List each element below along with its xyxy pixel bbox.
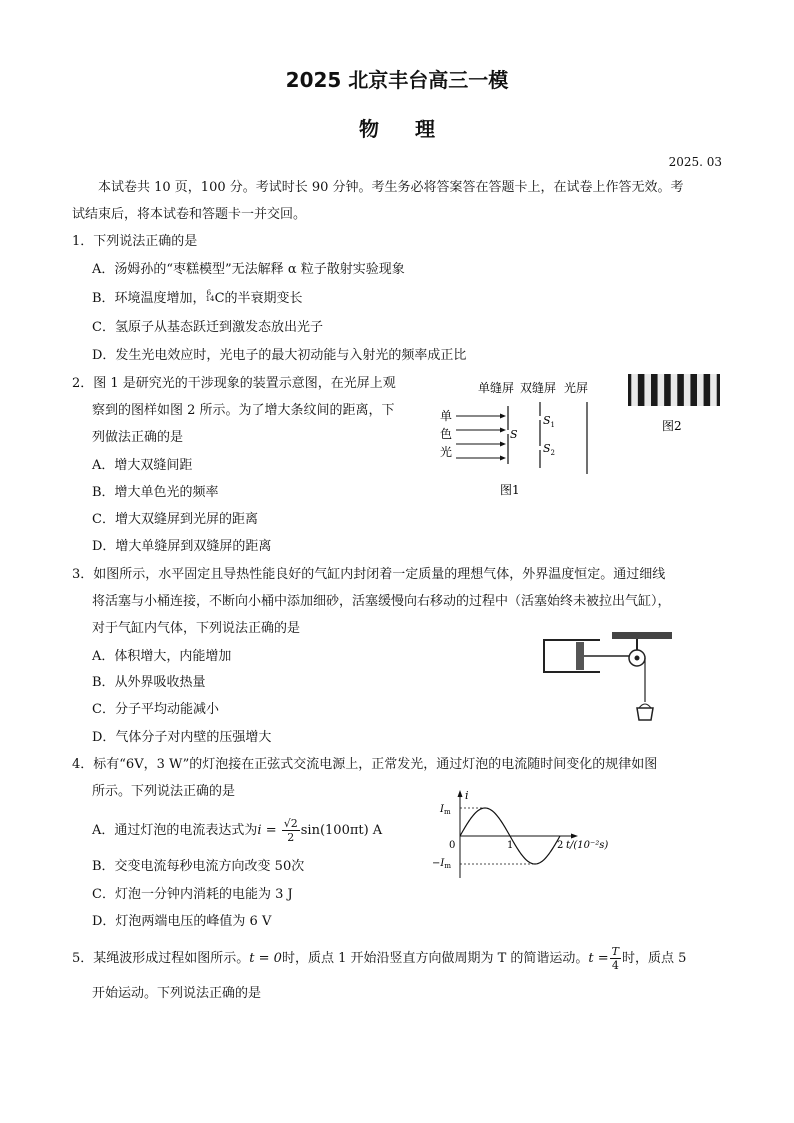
q5-stem-2: 开始运动。下列说法正确的是 bbox=[92, 986, 262, 1001]
q3-stem-3: 对于气缸内气体，下列说法正确的是 bbox=[92, 621, 301, 636]
q1-option-b-post: 的半衰期变长 bbox=[224, 291, 303, 306]
x-axis-arrow bbox=[571, 834, 578, 839]
q4-option-a-post: sin(100πt) A bbox=[300, 823, 383, 838]
xtick-1: 1 bbox=[507, 840, 514, 851]
q1-option-c: C．氢原子从基态跃迁到激发态放出光子 bbox=[92, 320, 323, 335]
q1-stem: 1．下列说法正确的是 bbox=[72, 234, 198, 249]
x-axis-label: t/(10⁻²s) bbox=[566, 840, 609, 851]
subject-title: 物理 bbox=[359, 117, 471, 141]
q5-stem-1-post: 时，质点 5 bbox=[622, 951, 687, 966]
ytick-neg-im: $-I_m$ bbox=[432, 858, 451, 870]
q4-option-a-pre: A．通过灯泡的电流表达式为 bbox=[92, 823, 258, 838]
q2-option-a: A．增大双缝间距 bbox=[92, 458, 193, 473]
label-light-screen: 光屏 bbox=[564, 381, 589, 395]
nuclide-symbol: C bbox=[214, 291, 225, 306]
t-zero: t = 0 bbox=[249, 951, 282, 966]
bright-fringe bbox=[684, 374, 691, 406]
q2-stem-3: 列做法正确的是 bbox=[92, 430, 184, 445]
bright-fringe bbox=[644, 374, 651, 406]
intro-line-1: 本试卷共 10 页，100 分。考试时长 90 分钟。考生务必将答案答在答题卡上，在试卷上作答无效。考 bbox=[98, 180, 684, 195]
q1-option-b-pre: B．环境温度增加， bbox=[92, 291, 206, 306]
sqrt2-over-2-fraction bbox=[282, 817, 300, 844]
figure-1-caption: 图1 bbox=[500, 483, 520, 497]
current-variable: i bbox=[257, 823, 262, 838]
sand-bucket bbox=[637, 708, 653, 720]
xtick-2: 2 bbox=[557, 840, 564, 851]
nuclide-charge: 6 bbox=[206, 289, 212, 297]
q1-option-d: D．发生光电效应时，光电子的最大初动能与入射光的频率成正比 bbox=[92, 348, 467, 363]
q3-option-d: D．气体分子对内壁的压强增大 bbox=[92, 730, 272, 745]
origin-label: 0 bbox=[449, 840, 456, 851]
label-single-slit-screen: 单缝屏 bbox=[478, 381, 515, 395]
light-char-2: 色 bbox=[440, 427, 453, 441]
exam-date: 2025. 03 bbox=[668, 155, 722, 169]
q2-stem-2: 察到的图样如图 2 所示。为了增大条纹间的距离，下 bbox=[92, 403, 395, 418]
ac-current-graph bbox=[428, 788, 628, 882]
y-axis-label: i bbox=[465, 789, 469, 802]
slit-s-label: S bbox=[510, 428, 518, 441]
q4-option-d: D．灯泡两端电压的峰值为 6 V bbox=[92, 914, 272, 929]
bright-fringe bbox=[697, 374, 704, 406]
fraction-4: 4 bbox=[611, 959, 619, 972]
pulley-axle bbox=[635, 656, 640, 661]
bright-fringe bbox=[631, 374, 638, 406]
piston bbox=[576, 642, 584, 670]
equals-sign: = bbox=[261, 823, 281, 838]
q5-stem-1-mid: 时，质点 1 开始沿竖直方向做周期为 T 的简谐运动。 bbox=[281, 951, 589, 966]
label-double-slit-screen: 双缝屏 bbox=[520, 381, 557, 395]
q2-option-d: D．增大单缝屏到双缝屏的距离 bbox=[92, 539, 272, 554]
q1-option-a: A．汤姆孙的“枣糕模型”无法解释 α 粒子散射实验现象 bbox=[92, 262, 405, 277]
t-equals: t = bbox=[588, 951, 609, 966]
bright-fringe bbox=[658, 374, 665, 406]
light-char-1: 单 bbox=[440, 409, 453, 423]
q3-option-a: A．体积增大，内能增加 bbox=[92, 649, 232, 664]
carbon14-nuclide bbox=[206, 290, 215, 304]
slit-s2-label: $S_2$ bbox=[543, 442, 556, 457]
q4-stem-2: 所示。下列说法正确的是 bbox=[92, 784, 236, 799]
intro-line-2: 试结束后，将本试卷和答题卡一并交回。 bbox=[72, 207, 307, 222]
cylinder-pulley-diagram bbox=[536, 628, 676, 728]
q2-stem-1: 2．图 1 是研究光的干涉现象的装置示意图，在光屏上观 bbox=[72, 376, 396, 391]
t-over-4-fraction bbox=[610, 945, 621, 972]
q3-option-c: C．分子平均动能减小 bbox=[92, 702, 219, 717]
nuclide-mass: 14 bbox=[205, 295, 215, 303]
slit-s1-label: $S_1$ bbox=[543, 414, 556, 429]
figure-2-caption: 图2 bbox=[662, 419, 682, 433]
q5-stem-1 bbox=[72, 945, 686, 972]
q3-stem-2: 将活塞与小桶连接，不断向小桶中添加细砂，活塞缓慢向右移动的过程中（活塞始终未被拉出气缸）， bbox=[92, 594, 671, 609]
fraction-denominator: 2 bbox=[287, 831, 295, 844]
fraction-t: T bbox=[611, 945, 620, 958]
q1-option-b bbox=[92, 285, 303, 312]
bright-fringe bbox=[710, 374, 717, 406]
interference-pattern bbox=[628, 374, 722, 436]
bright-fringe bbox=[671, 374, 678, 406]
q4-option-b: B．交变电流每秒电流方向改变 50次 bbox=[92, 859, 305, 874]
q4-option-a bbox=[92, 817, 382, 844]
page-title: 2025 北京丰台高三一模 bbox=[285, 68, 509, 92]
ceiling-support bbox=[612, 632, 672, 639]
incident-light-arrows bbox=[456, 414, 506, 461]
q2-option-c: C．增大双缝屏到光屏的距离 bbox=[92, 512, 258, 527]
q4-stem-1: 4．标有“6V，3 W”的灯泡接在正弦式交流电源上，正常发光，通过灯泡的电流随时间变化的规律如图 bbox=[72, 757, 658, 772]
q5-stem-1-pre: 5．某绳波形成过程如图所示。 bbox=[72, 951, 250, 966]
fraction-numerator: √2 bbox=[283, 817, 298, 830]
ytick-im: $I_m$ bbox=[440, 804, 451, 816]
q4-option-c: C．灯泡一分钟内消耗的电能为 3 J bbox=[92, 887, 293, 902]
light-char-3: 光 bbox=[440, 445, 453, 459]
double-slit-diagram bbox=[430, 372, 610, 502]
q2-option-b: B．增大单色光的频率 bbox=[92, 485, 219, 500]
q3-stem-1: 3．如图所示，水平固定且导热性能良好的气缸内封闭着一定质量的理想气体，外界温度恒定。通过细线 bbox=[72, 567, 666, 582]
y-axis-arrow bbox=[458, 790, 463, 797]
q3-option-b: B．从外界吸收热量 bbox=[92, 675, 206, 690]
